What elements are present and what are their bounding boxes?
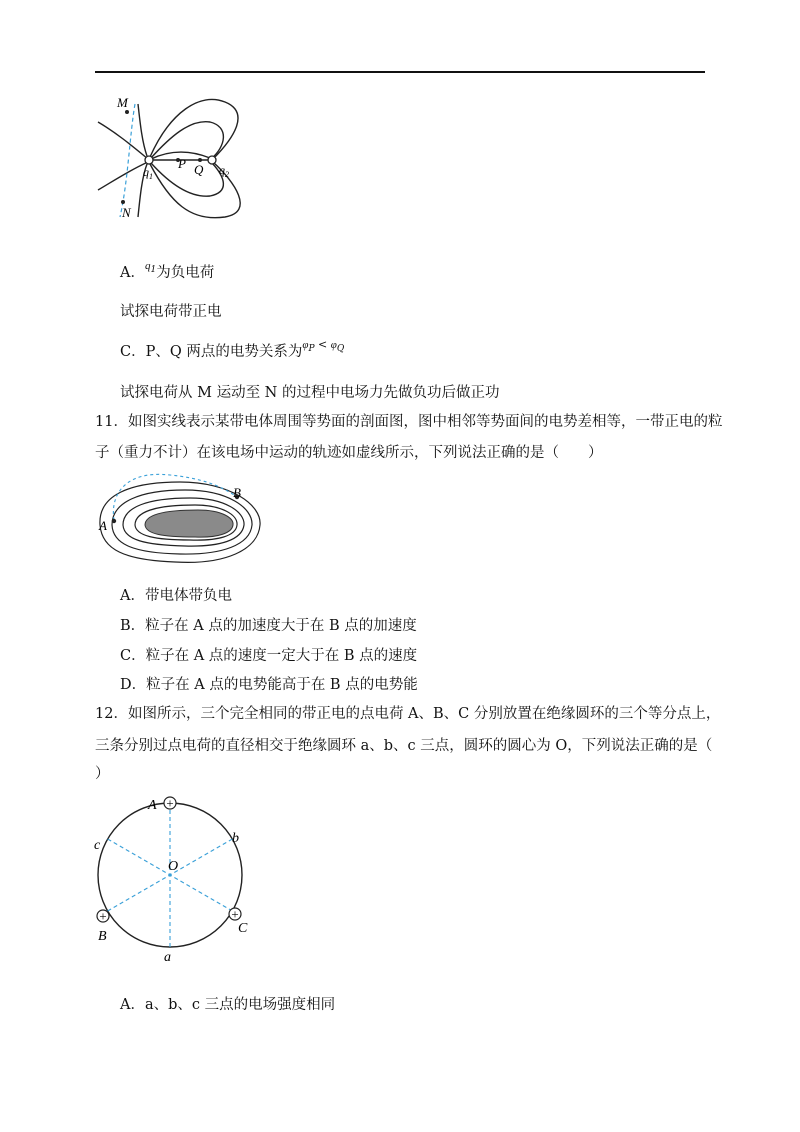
label-c: c — [94, 838, 101, 853]
q10-option-c: C．P、Q 两点的电势关系为$^{\varphi_P < \varphi_Q}$ — [120, 338, 345, 360]
q11-option-c: C．粒子在 A 点的速度一定大于在 B 点的速度 — [120, 648, 418, 664]
q10-option-a: A．$^{q1}$为负电荷 — [120, 260, 215, 281]
point-A — [112, 519, 116, 523]
charge-A — [164, 796, 176, 811]
charge-q1 — [145, 156, 153, 164]
charge-B — [97, 909, 109, 924]
field-line — [138, 104, 147, 156]
q12-stem-line3: ） — [95, 766, 110, 782]
point-N — [121, 200, 125, 204]
q11-option-a: A．带电体带负电 — [120, 588, 232, 604]
q11-stem-line2: 子（重力不计）在该电场中运动的轨迹如虚线所示，下列说法正确的是（ ） — [95, 445, 603, 461]
q11-option-b: B．粒子在 A 点的加速度大于在 B 点的加速度 — [120, 618, 417, 634]
label-C: C — [238, 921, 248, 936]
label-B: B — [233, 485, 241, 500]
q12-stem-line2: 三条分别过点电荷的直径相交于绝缘圆环 a、b、c 三点，圆环的圆心为 O，下列说法正确的是（ — [95, 738, 713, 754]
label-A: A — [148, 798, 157, 813]
label-M: M — [117, 95, 128, 110]
label-Q: Q — [194, 162, 204, 177]
label-N: N — [122, 205, 131, 220]
figure-q11-equipotential — [90, 470, 265, 570]
q12-stem-line1: 12．如图所示，三个完全相同的带正电的点电荷 A、B、C 分别放置在绝缘圆环的三个等分点上， — [95, 706, 721, 722]
label-B: B — [98, 929, 107, 944]
figure-q12-ring — [90, 795, 260, 965]
header-rule — [95, 71, 705, 73]
field-line — [151, 163, 223, 196]
charge-C — [229, 907, 241, 922]
q11-option-d: D．粒子在 A 点的电势能高于在 B 点的电势能 — [120, 677, 418, 693]
label-O: O — [168, 859, 179, 874]
field-line — [98, 162, 148, 190]
figure-q10-field-lines — [90, 92, 260, 222]
label-b: b — [232, 831, 239, 846]
q10-option-b: 试探电荷带正电 — [120, 304, 222, 320]
svg-text:+: + — [165, 795, 175, 811]
field-line — [150, 99, 238, 159]
label-q1: $q_1$ — [143, 165, 153, 181]
point-M — [125, 110, 129, 114]
label-a: a — [164, 950, 171, 965]
charge-q2 — [208, 156, 216, 164]
trajectory-dashed — [120, 104, 135, 217]
charged-body — [145, 510, 233, 537]
label-P: P — [178, 156, 186, 171]
svg-text:+: + — [230, 906, 240, 922]
q10-option-d: 试探电荷从 M 运动至 N 的过程中电场力先做负功后做正功 — [120, 385, 500, 401]
label-A: A — [99, 518, 107, 533]
svg-text:+: + — [98, 908, 108, 924]
q11-stem-line1: 11．如图实线表示某带电体周围等势面的剖面图，图中相邻等势面间的电势差相等，一带正电的粒 — [95, 414, 723, 430]
label-q2: $q_2$ — [219, 163, 229, 179]
q12-option-a: A．a、b、c 三点的电场强度相同 — [120, 997, 336, 1013]
